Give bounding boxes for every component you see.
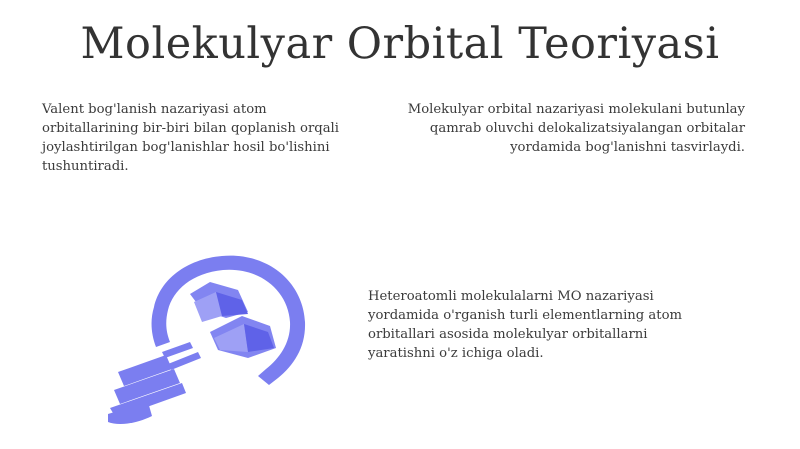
paragraph-left: Valent bog'lanish nazariyasi atom orbitallarining bir-biri bilan qoplanish orqali joylashtirilgan bog'lanishlar hosil bo'lishini tushuntiradi. <box>42 102 339 174</box>
lightbulb-book-icon <box>98 252 313 427</box>
slide-title: Molekulyar Orbital Teoriyasi <box>80 19 720 69</box>
paragraph-bottom: Heteroatomli molekulalarni MO nazariyasi yordamida o'rganish turli elementlarning atom orbitallari asosida molekulyar orbitallarni yaratishni o'z ichiga oladi. <box>368 289 683 361</box>
paragraph-right: Molekulyar orbital nazariyasi molekulani butunlay qamrab oluvchi delokalizatsiyalangan orbitalar yordamida bog'lanishni tasvirlaydi. <box>407 102 745 155</box>
